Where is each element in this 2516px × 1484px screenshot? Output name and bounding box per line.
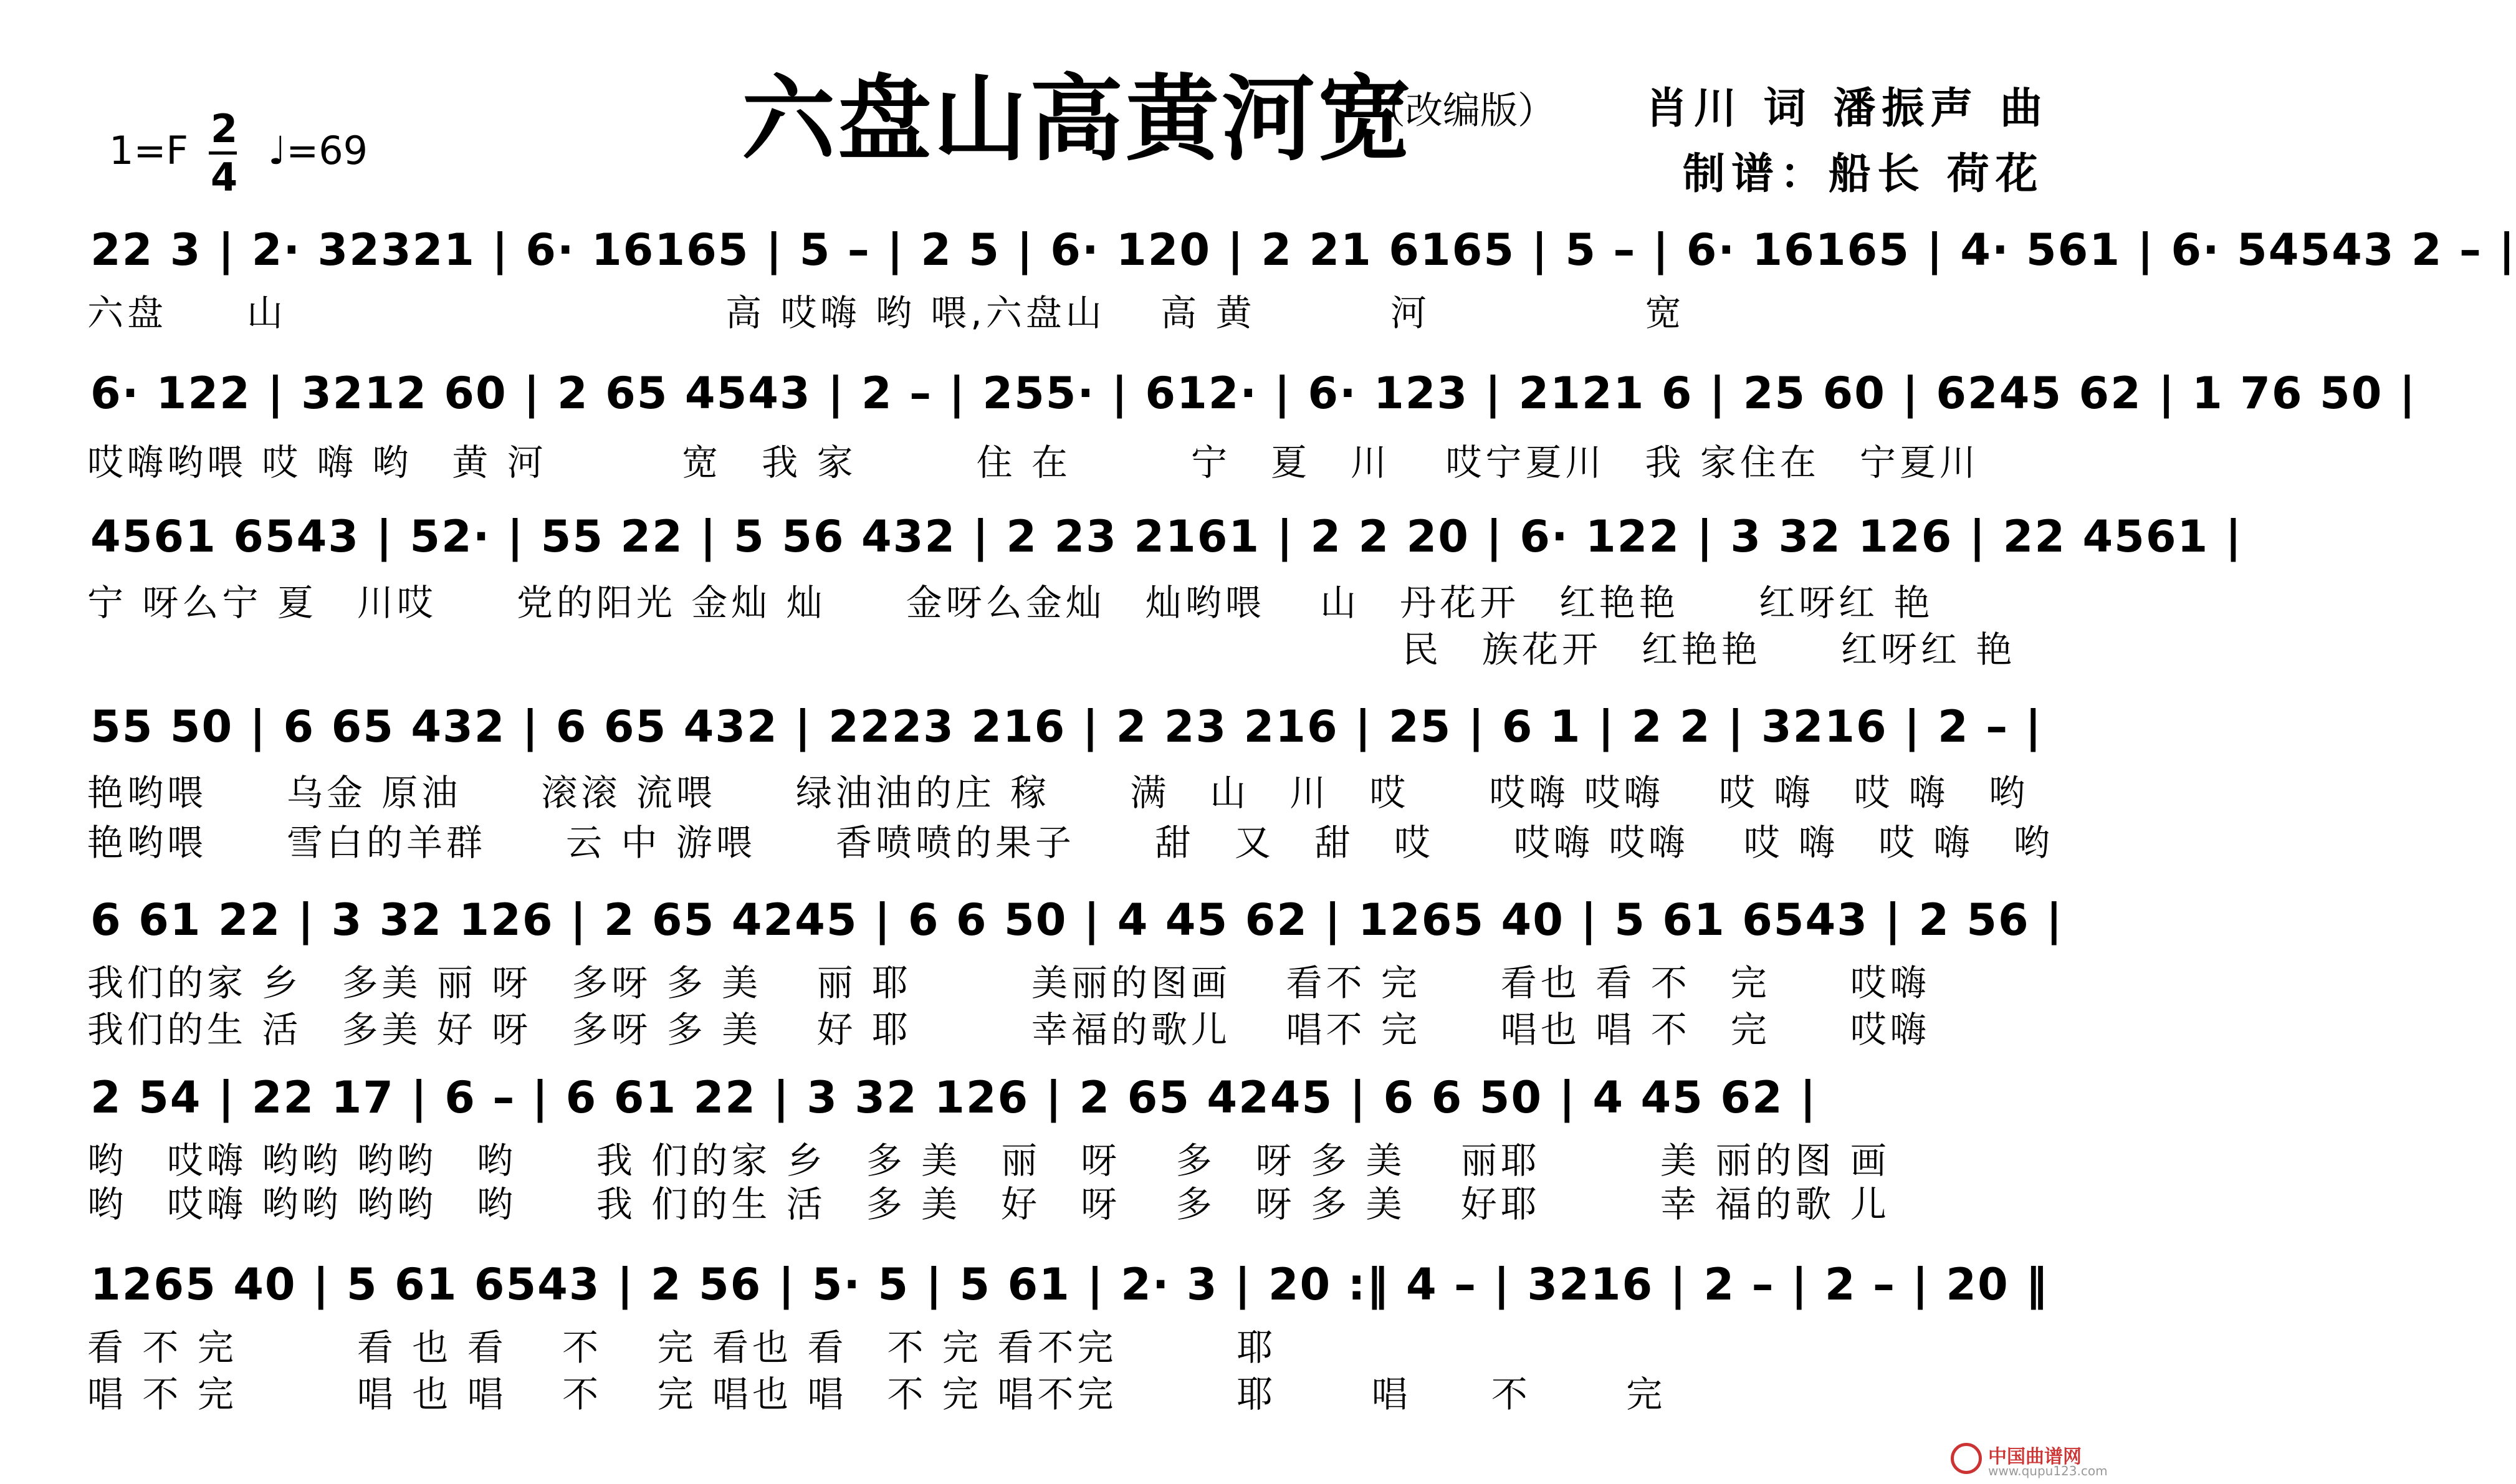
notation-line-4: 55 50 | 6 65 432 | 6 65 432 | 2223 216 | 2 23 216 | 25 | 6 1 | 2 2 | 3216 | 2 – | xyxy=(90,701,2043,752)
lyric-line-5-verse-2: 我们的生 活 多美 好 呀 多呀 多 美 好 耶 幸福的歌儿 唱不 完 唱也 唱 不 完 哎嗨 xyxy=(87,1008,1930,1051)
key-signature: 1=F xyxy=(109,128,189,173)
lyric-line-4-verse-2: 艳哟喂 雪白的羊群 云 中 游喂 香喷喷的果子 甜 又 甜 哎 哎嗨 哎嗨 哎 嗨 哎 嗨 哟 xyxy=(87,821,2054,864)
lyric-line-4-verse-1: 艳哟喂 乌金 原油 滚滚 流喂 绿油油的庄 稼 满 山 川 哎 哎嗨 哎嗨 哎 嗨 哎 嗨 哟 xyxy=(87,772,2029,814)
lyric-line-2-verse-1: 哎嗨哟喂 哎 嗨 哟 黄 河 宽 我 家 住 在 宁 夏 川 哎宁夏川 我 家住在 宁夏川 xyxy=(87,441,1979,484)
time-signature-denominator: 4 xyxy=(211,155,238,200)
notation-line-5: 6 61 22 | 3 32 126 | 2 65 4245 | 6 6 50 | 4 45 62 | 1265 40 | 5 61 6543 | 2 56 | xyxy=(90,894,2064,945)
edition-label: （改编版） xyxy=(1368,89,1555,133)
notation-line-1: 22 3 | 2· 32321 | 6· 16165 | 5 – | 2 5 | 6· 120 | 2 21 6165 | 5 – | 6· 16165 | 4· 561 | 6· 54543 2 – | xyxy=(90,224,2516,275)
lyric-line-3-verse-1: 宁 呀么宁 夏 川哎 党的阳光 金灿 灿 金呀么金灿 灿哟喂 山 丹花开 红艳艳 红呀红 艳 xyxy=(87,582,1934,624)
lyric-line-7-verse-1: 看 不 完 看 也 看 不 完 看也 看 不 完 看不完 耶 xyxy=(87,1326,1277,1369)
lyric-line-7-verse-2: 唱 不 完 唱 也 唱 不 完 唱也 唱 不 完 唱不完 耶 唱 不 完 xyxy=(87,1373,1667,1415)
lyric-line-1-verse-1: 六盘 山 高 哎嗨 哟 喂,六盘山 高 黄 河 宽 xyxy=(87,292,1685,334)
time-signature-numerator: 2 xyxy=(211,106,238,151)
notation-line-7: 1265 40 | 5 61 6543 | 2 56 | 5· 5 | 5 61 | 2· 3 | 20 :‖ 4 – | 3216 | 2 – | 2 – | 20 ‖ xyxy=(90,1259,2049,1310)
lyric-line-6-verse-2: 哟 哎嗨 哟哟 哟哟 哟 我 们的生 活 多 美 好 呀 多 呀 多 美 好耶 幸 福的歌 儿 xyxy=(87,1183,1890,1225)
watermark-site-url: www.qupu123.com xyxy=(1988,1463,2108,1478)
lyric-line-5-verse-1: 我们的家 乡 多美 丽 呀 多呀 多 美 丽 耶 美丽的图画 看不 完 看也 看 不 完 哎嗨 xyxy=(87,962,1930,1004)
lyric-line-3-verse-2: 民 族花开 红艳艳 红呀红 艳 xyxy=(1402,628,2016,671)
arranger-text: 制谱：船长 荷花 xyxy=(1683,150,2044,199)
tempo-marking: ♩=69 xyxy=(268,128,368,173)
notation-line-2: 6· 122 | 3212 60 | 2 65 4543 | 2 – | 255· | 612· | 6· 123 | 2121 6 | 25 60 | 6245 62 | 1 76 50 | xyxy=(90,368,2417,419)
credits-text: 肖川 词 潘振声 曲 xyxy=(1645,84,2049,133)
notation-line-3: 4561 6543 | 52· | 55 22 | 5 56 432 | 2 23 2161 | 2 2 20 | 6· 122 | 3 32 126 | 22 4561 | xyxy=(90,511,2243,562)
watermark-site-name: 中国曲谱网 xyxy=(1988,1446,2082,1468)
qupu-logo-icon xyxy=(1951,1443,1982,1474)
song-title: 六盘山高黄河宽 xyxy=(742,64,1414,174)
notation-line-6: 2 54 | 22 17 | 6 – | 6 61 22 | 3 32 126 | 2 65 4245 | 6 6 50 | 4 45 62 | xyxy=(90,1072,1817,1123)
lyric-line-6-verse-1: 哟 哎嗨 哟哟 哟哟 哟 我 们的家 乡 多 美 丽 呀 多 呀 多 美 丽耶 美 丽的图 画 xyxy=(87,1139,1890,1182)
